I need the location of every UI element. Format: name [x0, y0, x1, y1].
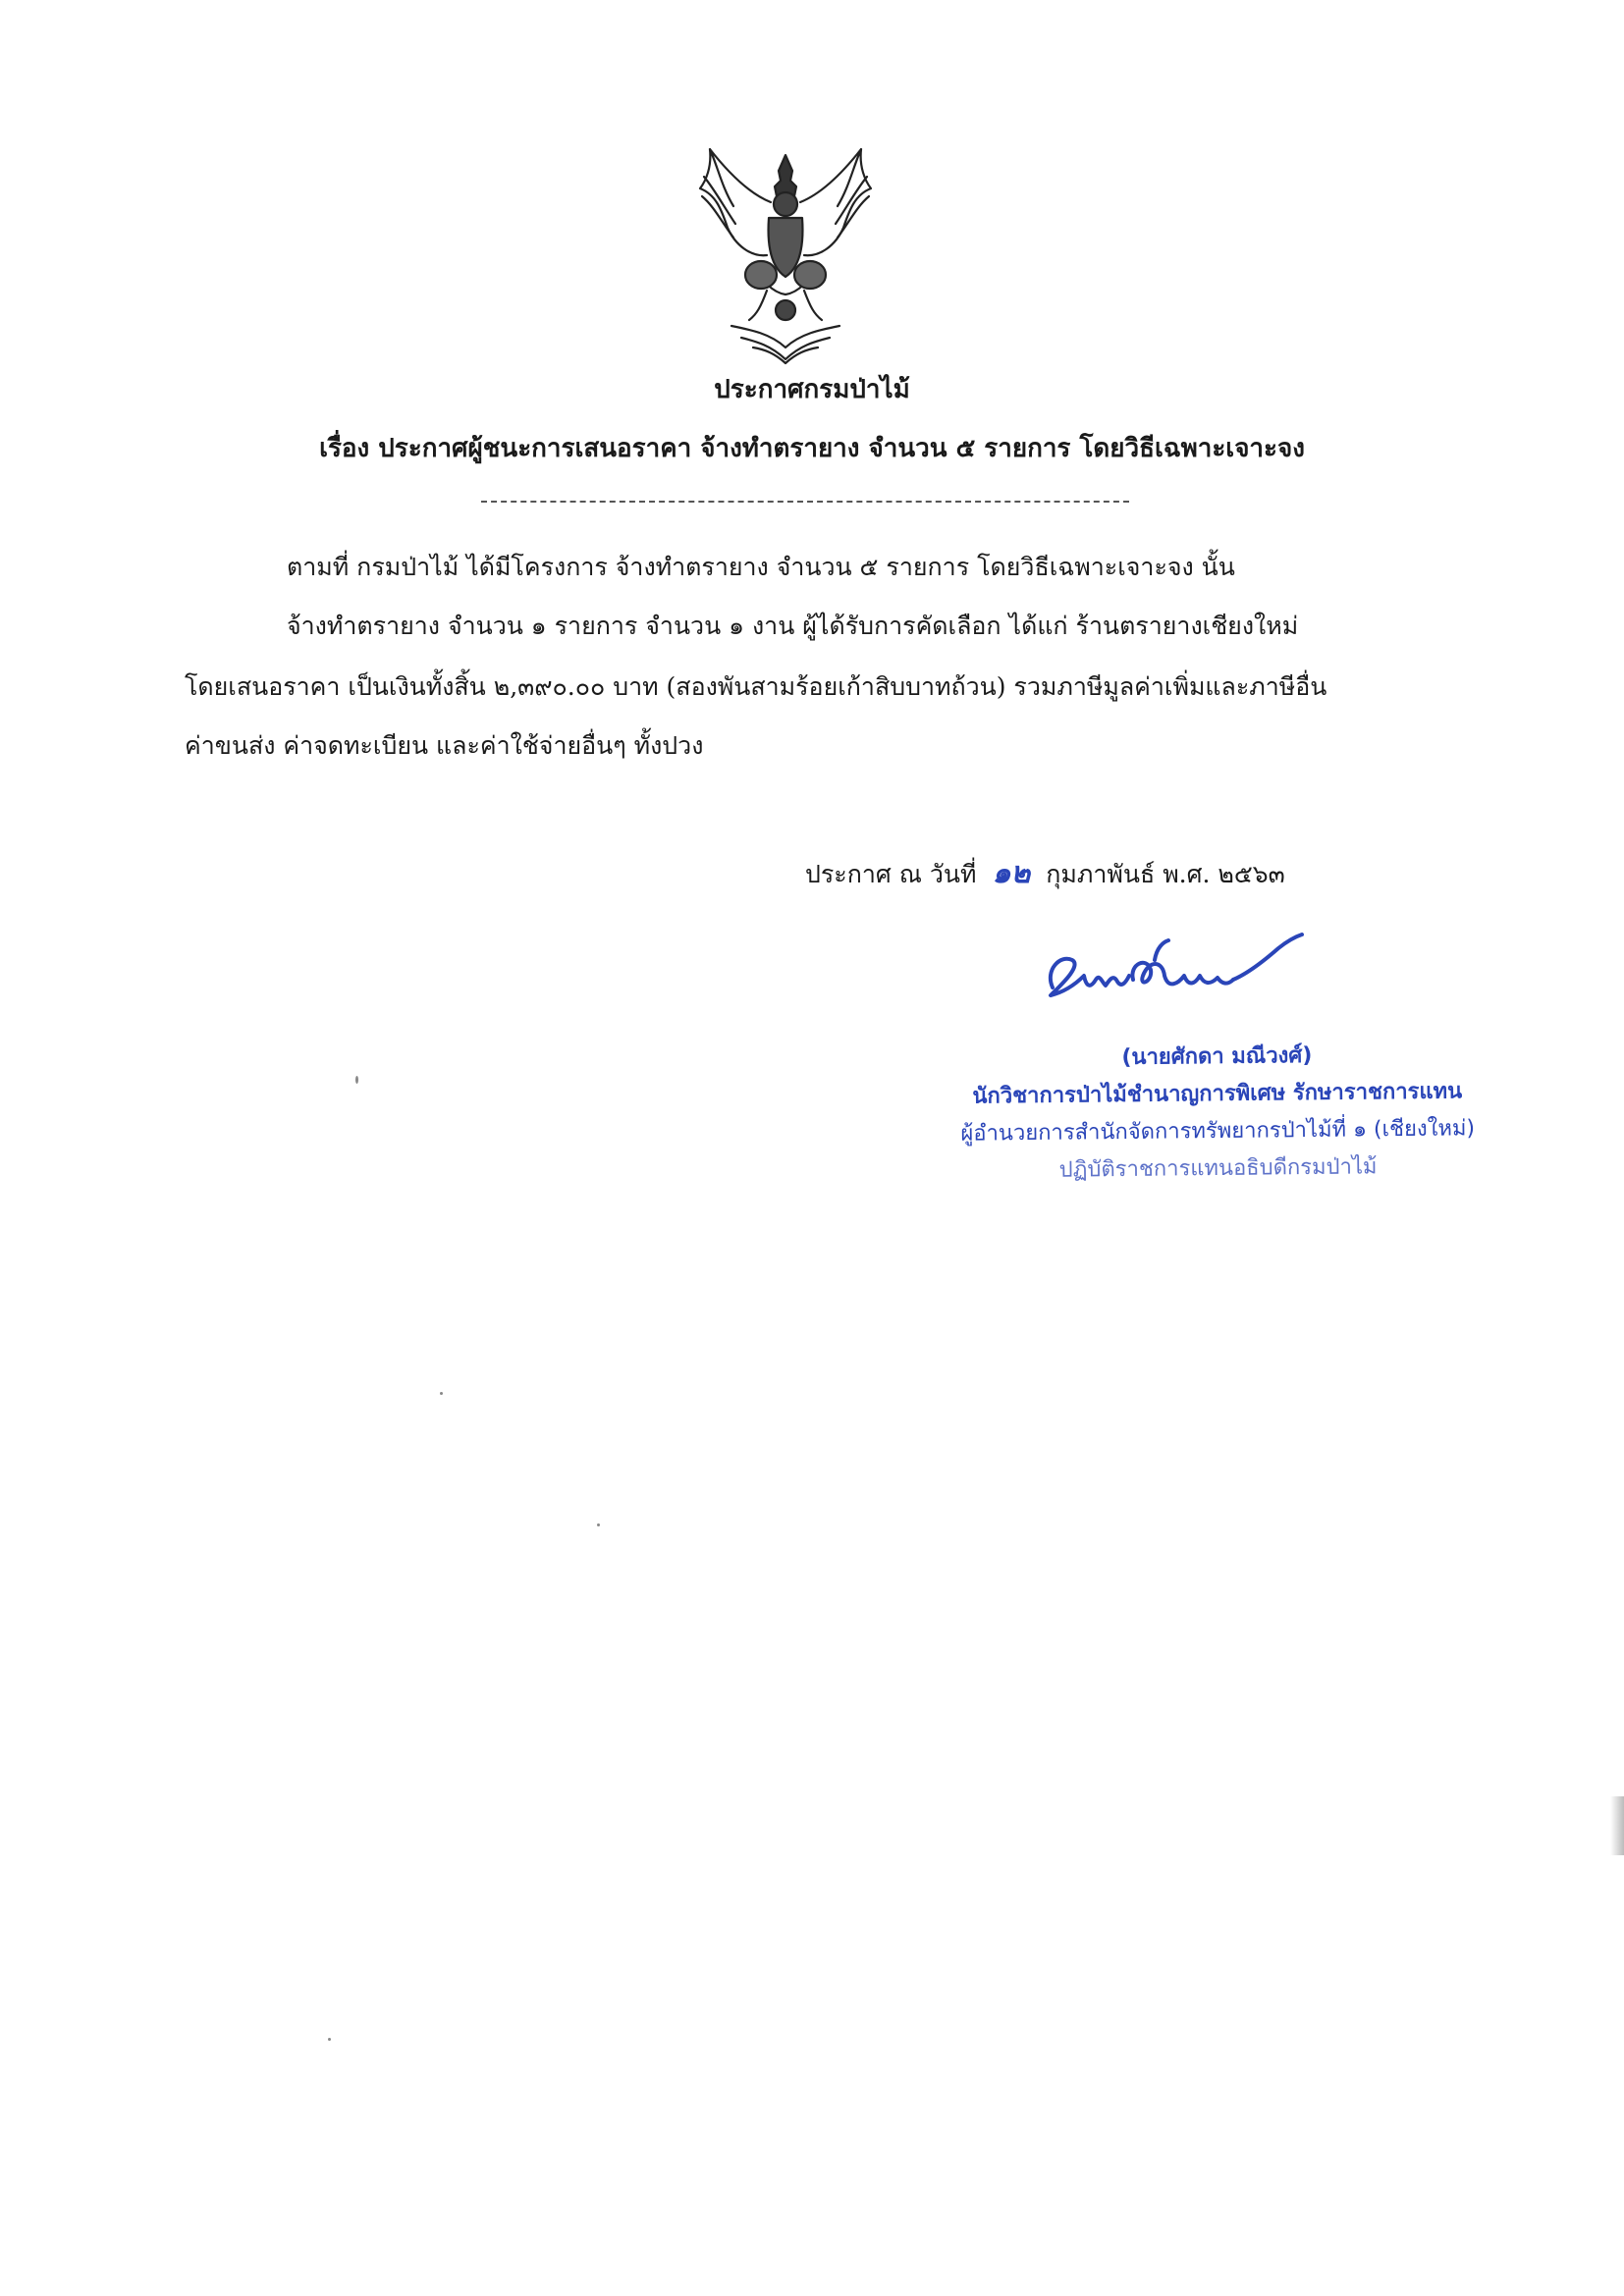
announcement-day-handwritten: ๑๒	[992, 856, 1031, 890]
announcement-prefix: ประกาศ ณ วันที่	[805, 860, 977, 888]
scan-edge-shadow	[1610, 1796, 1624, 1855]
scan-speck	[355, 1076, 358, 1084]
handwritten-signature-icon	[1031, 931, 1326, 1009]
scan-speck	[328, 2038, 331, 2041]
garuda-emblem-icon	[692, 137, 879, 365]
body-paragraph-line: ค่าขนส่ง ค่าจดทะเบียน และค่าใช้จ่ายอื่นๆ ทั้งปวง	[185, 731, 704, 760]
signatory-office: ผู้อำนวยการสำนักจัดการทรัพยากรป่าไม้ที่ ๑ (เชียงใหม่)	[960, 1116, 1476, 1147]
announcement-month-year: กุมภาพันธ์ พ.ศ. ๒๕๖๓	[1046, 860, 1285, 888]
announcement-date	[805, 850, 1285, 896]
body-paragraph-line: โดยเสนอราคา เป็นเงินทั้งสิ้น ๒,๓๙๐.๐๐ บาท (สองพันสามร้อยเก้าสิบบาทถ้วน) รวมภาษีมูลค่าเพิ่มและภาษีอื่น	[185, 672, 1327, 701]
signatory-acting-for: ปฏิบัติราชการแทนอธิบดีกรมป่าไม้	[1058, 1154, 1378, 1183]
signatory-position: นักวิชาการป่าไม้ชำนาญการพิเศษ รักษาราชการแทน	[972, 1079, 1463, 1109]
scan-speck	[597, 1523, 600, 1526]
body-paragraph-line: ตามที่ กรมป่าไม้ ได้มีโครงการ จ้างทำตรายาง จำนวน ๕ รายการ โดยวิธีเฉพาะเจาะจง นั้น	[287, 553, 1235, 581]
scan-speck	[440, 1392, 443, 1395]
document-subject: เรื่อง ประกาศผู้ชนะการเสนอราคา จ้างทำตรายาง จำนวน ๕ รายการ โดยวิธีเฉพาะเจาะจง	[319, 434, 1305, 463]
dashed-divider	[481, 501, 1129, 503]
official-stamp	[883, 1035, 1552, 1191]
document-title: ประกาศกรมป่าไม้	[714, 375, 910, 404]
signatory-name: (นายศักดา มณีวงศ์)	[1121, 1042, 1313, 1071]
body-paragraph-line: จ้างทำตรายาง จำนวน ๑ รายการ จำนวน ๑ งาน ผู้ได้รับการคัดเลือก ได้แก่ ร้านตรายางเชียงใหม่	[287, 612, 1299, 640]
